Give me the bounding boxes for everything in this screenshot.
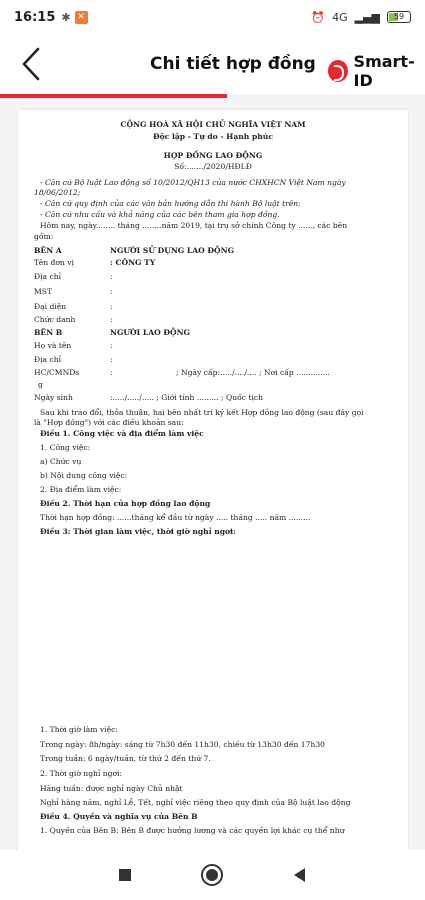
document-line: : CÔNG TY bbox=[110, 258, 156, 267]
signal-icon: ▂▄▆ bbox=[354, 10, 380, 24]
document-line: BÊN B bbox=[34, 328, 63, 337]
document-line: :...../...../..... ; Giới tính ......... ; Quốc tịch bbox=[110, 393, 264, 402]
document-line: Ngày sinh bbox=[34, 393, 73, 402]
document-line: NGƯỜI LAO ĐỘNG bbox=[110, 328, 191, 337]
document-line: : bbox=[110, 315, 113, 324]
document-line: Điều 1. Công việc và địa điểm làm việc bbox=[40, 429, 204, 438]
brand bbox=[328, 52, 425, 90]
document-line: : bbox=[110, 341, 113, 350]
document-line: - Căn cứ nhu cầu và khả năng của các bên tham gia hợp đồng. bbox=[40, 210, 280, 219]
battery-level: 59 bbox=[393, 12, 405, 21]
bluetooth-icon: ✱ bbox=[61, 10, 71, 24]
document-line: ; Ngày cấp:...../..../.... ; Nơi cấp .............. bbox=[176, 368, 330, 377]
document-line: Điều 4. Quyền và nghĩa vụ của Bên B bbox=[40, 812, 198, 821]
document-line: : bbox=[110, 368, 113, 377]
document-line: b) Nội dung công việc: bbox=[40, 471, 128, 480]
alarm-icon: ⏰ bbox=[311, 10, 326, 24]
document-line: Địa chỉ bbox=[34, 355, 62, 364]
smart-id-logo-icon bbox=[328, 60, 348, 82]
document-line: Trong tuần: 6 ngày/tuần, từ thứ 2 đến thứ 7. bbox=[40, 754, 211, 763]
document-line: NGƯỜI SỬ DỤNG LAO ĐỘNG bbox=[110, 246, 235, 255]
status-time: 16:15 bbox=[14, 9, 56, 25]
back-button[interactable] bbox=[294, 868, 305, 882]
document-line: g bbox=[38, 380, 43, 389]
status-bar bbox=[0, 0, 425, 34]
document-line: - Căn cứ Bộ luật Lao động số 10/2012/QH13 của nước CHXHCN Việt Nam ngày bbox=[40, 178, 346, 187]
brand-name: Smart-ID bbox=[353, 52, 415, 90]
document-line: Điều 2. Thời hạn của hợp đồng lao động bbox=[40, 499, 211, 508]
document-line: Điều 3: Thời gian làm việc, thời giờ nghỉ ngơi: bbox=[40, 527, 236, 536]
document-line: Sau khi trao đổi, thỏa thuận, hai bên nhất trí ký kết Hợp đồng lao động (sau đây gọi bbox=[40, 408, 364, 417]
back-arrow-icon[interactable] bbox=[18, 46, 44, 82]
document-line: HC/CMNDs bbox=[34, 368, 80, 377]
home-button[interactable] bbox=[201, 864, 223, 886]
document-line: Nghỉ hàng năm, nghỉ Lễ, Tết, nghỉ việc riêng theo quy định của Bộ luật lao động bbox=[40, 798, 351, 807]
document-line: - Căn cứ quy định của các văn bản hướng dẫn thi hành Bộ luật trên; bbox=[40, 199, 301, 208]
document-line: 1. Quyền của Bên B: Bên B được hưởng lương và các quyền lợi khác cụ thể như bbox=[40, 826, 345, 835]
document-line: Trong ngày: 8h/ngày: sáng từ 7h30 đến 11h30, chiều từ 13h30 đến 17h30 bbox=[40, 740, 326, 749]
document-line: Chức danh bbox=[34, 315, 76, 324]
document-viewer[interactable] bbox=[0, 98, 425, 850]
app-header bbox=[0, 34, 425, 94]
document-line: : bbox=[110, 302, 113, 311]
document-line: BÊN A bbox=[34, 246, 62, 255]
document-line: MST bbox=[34, 287, 53, 296]
battery-icon bbox=[387, 11, 411, 23]
document-line: Hôm nay, ngày........ tháng ........năm 2019, tại trụ sở chính Công ty ......, các bên bbox=[40, 221, 348, 230]
document-line: : bbox=[110, 272, 113, 281]
document-line: gồm: bbox=[34, 232, 54, 241]
network-label: 4G bbox=[332, 10, 348, 24]
app-notification-icon: ✕ bbox=[75, 11, 88, 24]
document-line: Địa chỉ bbox=[34, 272, 62, 281]
document-line: Tên đơn vị bbox=[34, 258, 74, 267]
document-line: Thời hạn hợp đồng: ......tháng kể đầu từ ngày ..... tháng ..... năm ......... bbox=[40, 513, 311, 522]
document-line: 2. Thời giờ nghỉ ngơi: bbox=[40, 769, 123, 778]
document-line: : bbox=[110, 355, 113, 364]
document-line: : bbox=[110, 287, 113, 296]
document-page bbox=[18, 110, 408, 850]
document-line: Đại diện bbox=[34, 302, 67, 311]
page-title: Chi tiết hợp đồng bbox=[150, 54, 316, 74]
document-line: Số:......./2020/HĐLĐ bbox=[174, 162, 252, 171]
document-line: 18/06/2012; bbox=[34, 188, 81, 197]
recents-button[interactable] bbox=[119, 869, 131, 881]
system-nav-bar bbox=[0, 850, 425, 900]
document-line: 1. Công việc: bbox=[40, 443, 91, 452]
document-line: CỘNG HOÀ XÃ HỘI CHỦ NGHĨA VIỆT NAM bbox=[120, 120, 306, 129]
document-line: là "Hợp đồng") với các điều khoản sau: bbox=[34, 418, 184, 427]
document-line: Họ và tên bbox=[34, 341, 72, 350]
document-line: a) Chức vụ bbox=[40, 457, 82, 466]
document-line: 1. Thời giờ làm việc: bbox=[40, 725, 118, 734]
document-line: 2. Địa điểm làm việc: bbox=[40, 485, 122, 494]
document-line: Độc lập - Tự do - Hạnh phúc bbox=[153, 132, 273, 141]
document-line: HỢP ĐỒNG LAO ĐỘNG bbox=[163, 151, 263, 160]
document-line: Hàng tuần: được nghỉ ngày Chủ nhật bbox=[40, 784, 183, 793]
